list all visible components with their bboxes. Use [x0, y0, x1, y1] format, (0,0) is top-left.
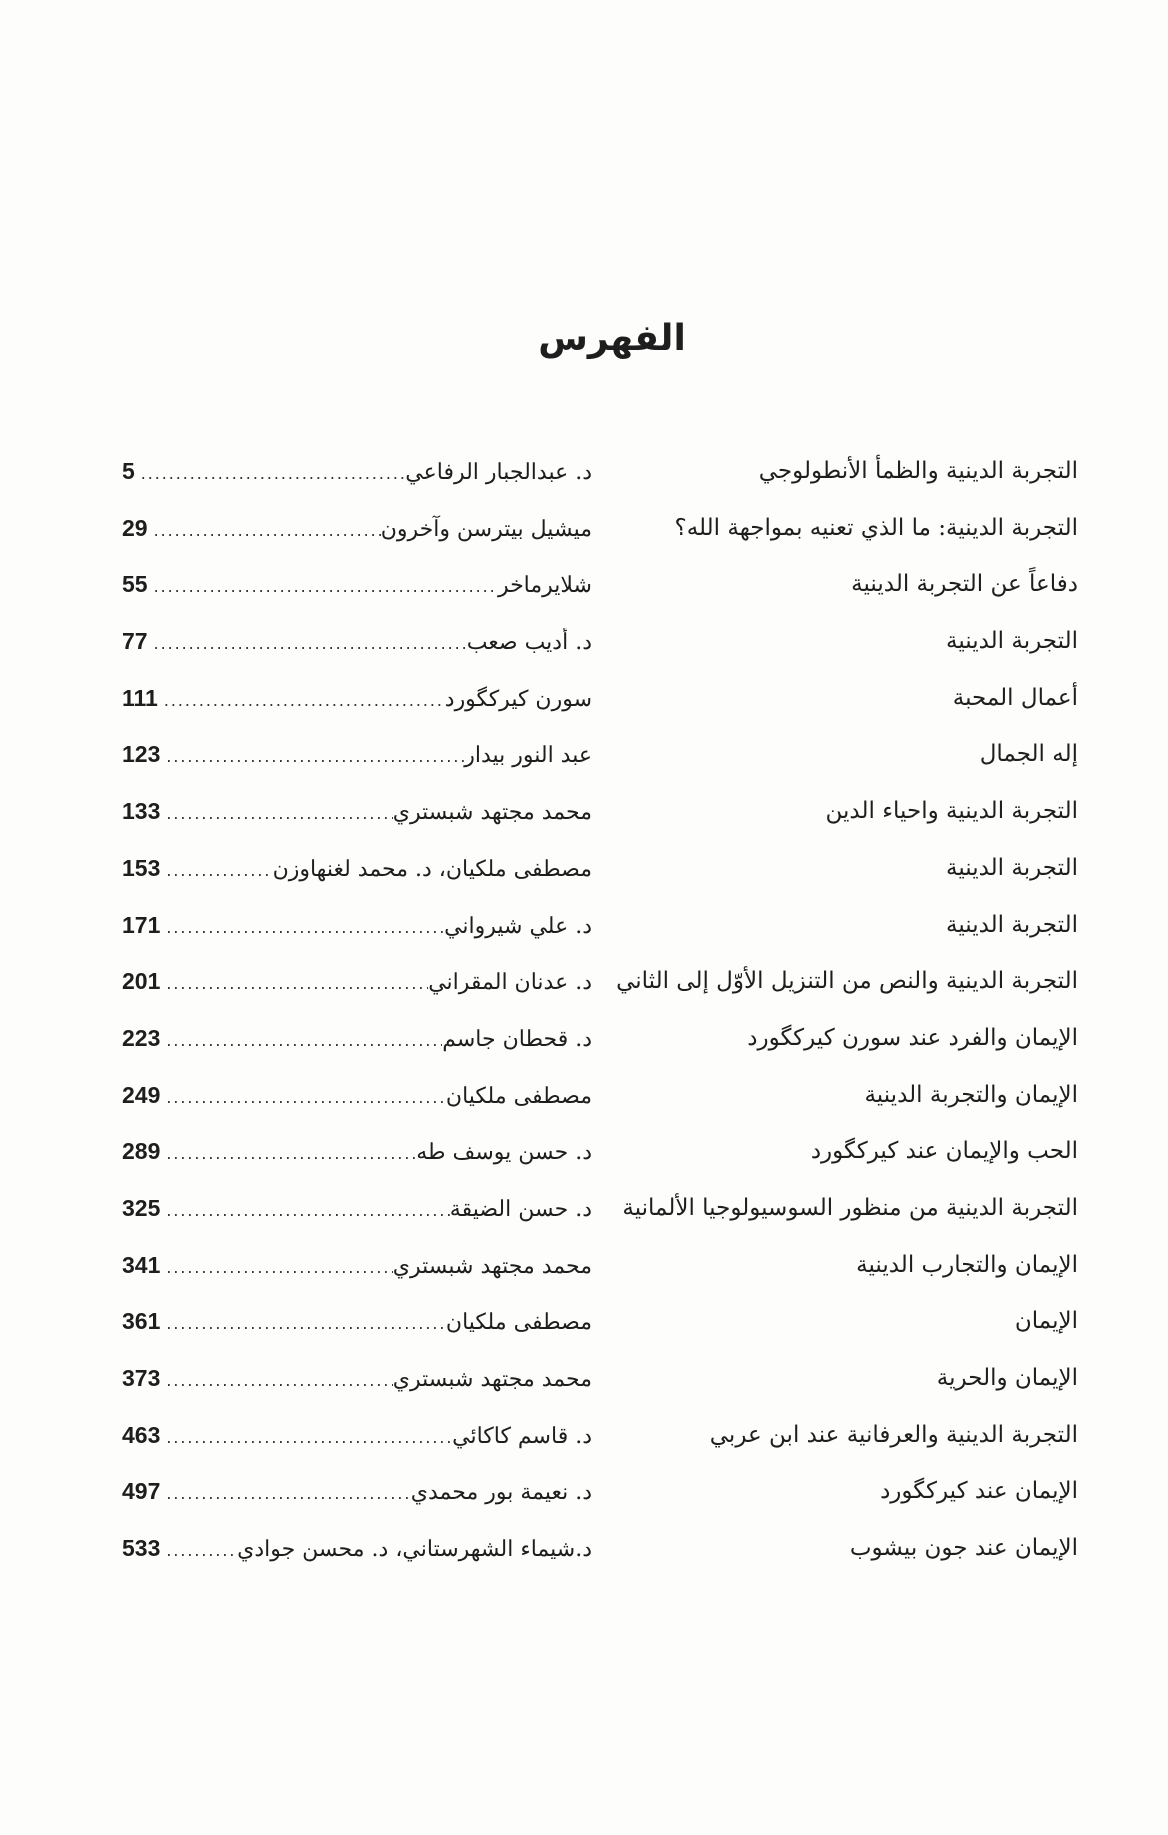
entry-reference [122, 855, 592, 882]
dot-leader [160, 803, 392, 824]
entry-author: د. عدنان المقراني [428, 970, 592, 996]
entry-title: التجربة الدينية من منظور السوسيولوجيا الألمانية [622, 1194, 1078, 1221]
toc-entry [0, 1017, 1168, 1074]
entry-author: د. عبدالجبار الرفاعي [405, 460, 592, 485]
dot-leader [160, 1483, 410, 1504]
dot-leader [160, 1370, 392, 1391]
entry-author: مصطفى ملكيان، د. محمد لغنهاوزن [272, 856, 592, 882]
page-title: الفهرس [538, 318, 686, 359]
entry-author: محمد مجتهد شبستري [392, 1367, 592, 1392]
dot-leader [148, 576, 498, 597]
entry-page-number: 223 [122, 1024, 161, 1051]
entry-author: محمد مجتهد شبستري [392, 800, 592, 826]
entry-page-number: 497 [122, 1478, 161, 1505]
toc-entry [0, 563, 1168, 620]
entry-page-number: 133 [122, 798, 161, 825]
entry-title: الإيمان عند جون بيشوب [849, 1535, 1078, 1562]
entry-reference [122, 1195, 592, 1222]
entry-page-number: 325 [122, 1194, 161, 1221]
dot-leader [148, 520, 381, 541]
dot-leader [160, 1540, 237, 1561]
dot-leader [135, 463, 405, 484]
entry-page-number: 289 [122, 1138, 161, 1165]
toc-entry [0, 1300, 1168, 1357]
entry-author: شلايرماخر [497, 573, 592, 599]
entry-author: محمد مجتهد شبستري [392, 1253, 592, 1279]
entry-page-number: 533 [122, 1535, 161, 1562]
entry-reference [122, 1308, 592, 1335]
entry-title: الإيمان والتجارب الدينية [856, 1251, 1078, 1278]
toc-entry [0, 1244, 1168, 1301]
toc-entry [0, 677, 1168, 734]
entry-title: التجربة الدينية [945, 854, 1078, 881]
entry-title: دفاعاً عن التجربة الدينية [851, 571, 1078, 598]
entry-title: التجربة الدينية: ما الذي تعنيه بمواجهة الله؟ [674, 514, 1078, 541]
entry-page-number: 463 [122, 1421, 161, 1448]
toc-entry [0, 1187, 1168, 1244]
entry-title: التجربة الدينية [945, 628, 1078, 655]
toc-entry [0, 1414, 1168, 1471]
entry-title: الإيمان والتجربة الدينية [864, 1081, 1078, 1108]
entry-title: التجربة الدينية واحياء الدين [825, 798, 1078, 825]
toc-entry [0, 1470, 1168, 1527]
entry-reference [122, 798, 592, 825]
entry-page-number: 111 [122, 684, 158, 711]
entry-reference [122, 1025, 592, 1052]
entry-title: الإيمان عند كيركگورد [880, 1478, 1078, 1505]
entry-reference [122, 1422, 592, 1449]
toc-entry [0, 847, 1168, 904]
entry-author: سورن كيركگورد [444, 686, 592, 712]
dot-leader [160, 1257, 392, 1278]
entry-reference [122, 1478, 592, 1505]
dot-leader [160, 917, 444, 938]
entry-author: د. علي شيرواني [444, 913, 592, 939]
entry-reference [122, 685, 592, 712]
entry-page-number: 29 [122, 514, 148, 541]
toc-entry [0, 790, 1168, 847]
dot-leader [160, 860, 272, 881]
toc-entry [0, 507, 1168, 564]
dot-leader [160, 1200, 449, 1221]
dot-leader [160, 746, 464, 767]
entry-author: د. نعيمة بور محمدي [410, 1480, 592, 1506]
entry-page-number: 373 [122, 1365, 161, 1391]
entry-page-number: 55 [122, 571, 148, 598]
entry-author: مصطفى ملكيان [445, 1083, 592, 1109]
entry-page-number: 123 [122, 741, 161, 768]
dot-leader [160, 1030, 442, 1051]
dot-leader [160, 1143, 416, 1164]
entry-author: د. قاسم كاكائي [452, 1423, 592, 1449]
entry-page-number: 153 [122, 854, 161, 881]
entry-page-number: 77 [122, 628, 148, 655]
entry-reference [122, 1252, 592, 1279]
toc-entry [0, 904, 1168, 961]
entry-author: د. قحطان جاسم [442, 1026, 592, 1052]
dot-leader [160, 1313, 446, 1334]
entry-page-number: 361 [122, 1308, 161, 1335]
entry-page-number: 5 [122, 458, 135, 484]
toc-entry [0, 1357, 1168, 1414]
toc-entry [0, 733, 1168, 790]
entry-title: التجربة الدينية [945, 911, 1078, 938]
entry-reference [122, 1535, 592, 1562]
entry-author: ميشيل بيترسن وآخرون [380, 516, 592, 542]
entry-author: د.شيماء الشهرستاني، د. محسن جوادي [237, 1537, 592, 1563]
toc-entry [0, 1527, 1168, 1584]
entry-author: د. حسن الضيقة [449, 1196, 592, 1222]
entry-reference [122, 968, 592, 995]
entry-title: الإيمان والحرية [936, 1365, 1078, 1391]
entry-reference [122, 1138, 592, 1165]
entry-title: الحب والإيمان عند كيركگورد [810, 1138, 1078, 1165]
entry-title: الإيمان [1014, 1308, 1078, 1335]
entry-title: أعمال المحبة [952, 684, 1078, 711]
entry-author: د. أديب صعب [466, 630, 592, 656]
entry-reference [122, 515, 592, 542]
entry-title: إله الجمال [979, 741, 1078, 768]
entry-page-number: 249 [122, 1081, 161, 1108]
entry-reference [122, 1082, 592, 1109]
entry-title: التجربة الدينية والنص من التنزيل الأوّل إلى الثاني [616, 968, 1078, 995]
table-of-contents [0, 450, 1168, 1584]
entry-reference [122, 912, 592, 939]
dot-leader [148, 633, 467, 654]
entry-reference [122, 741, 592, 768]
toc-entry [0, 1130, 1168, 1187]
entry-page-number: 171 [122, 911, 161, 938]
dot-leader [160, 1087, 446, 1108]
dot-leader [160, 973, 428, 994]
entry-author: د. حسن يوسف طه [416, 1140, 592, 1166]
entry-page-number: 201 [122, 968, 161, 995]
entry-page-number: 341 [122, 1251, 161, 1278]
entry-author: عبد النور بيدار [464, 743, 592, 769]
toc-entry [0, 620, 1168, 677]
toc-entry [0, 1074, 1168, 1131]
toc-entry [0, 960, 1168, 1017]
entry-reference [122, 628, 592, 655]
toc-entry [0, 450, 1168, 507]
entry-title: التجربة الدينية والظمأ الأنطولوجي [758, 458, 1078, 484]
entry-reference [122, 1365, 592, 1392]
dot-leader [160, 1427, 452, 1448]
entry-reference [122, 571, 592, 598]
entry-author: مصطفى ملكيان [445, 1310, 592, 1336]
entry-title: التجربة الدينية والعرفانية عند ابن عربي [709, 1421, 1078, 1448]
entry-reference [122, 458, 592, 485]
entry-title: الإيمان والفرد عند سورن كيركگورد [747, 1024, 1078, 1051]
dot-leader [158, 690, 445, 711]
